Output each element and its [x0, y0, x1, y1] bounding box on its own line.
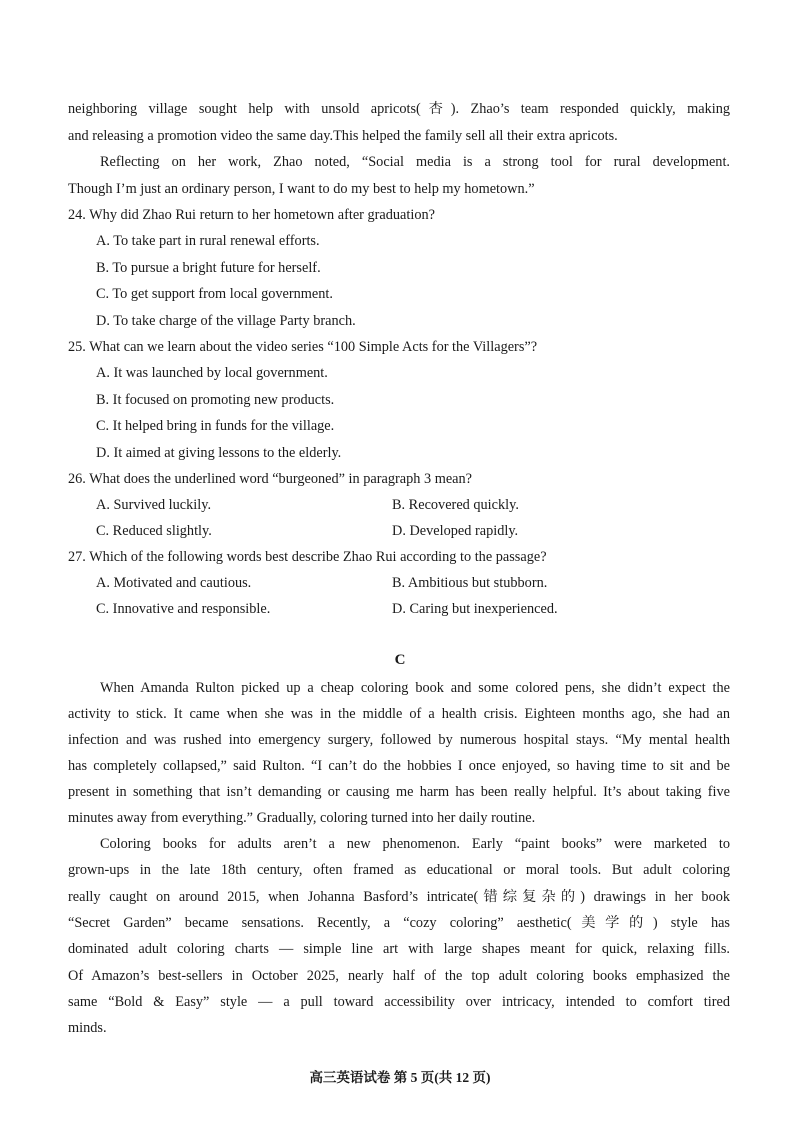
question-stem: 26. What does the underlined word “burgeoned” in paragraph 3 mean?	[68, 471, 473, 487]
passage-c-line: When Amanda Rulton picked up a cheap coloring book and some colored pens, she didn’t expect the	[100, 680, 730, 696]
question-stem: 24. Why did Zhao Rui return to her hometown after graduation?	[68, 207, 435, 223]
answer-option: C. It helped bring in funds for the village.	[96, 418, 335, 434]
passage-c-line: Of Amazon’s best-sellers in October 2025, nearly half of the top adult coloring books emphasized the	[68, 968, 730, 984]
question-stem: 25. What can we learn about the video series “100 Simple Acts for the Villagers”?	[68, 339, 538, 355]
passage-c-line: really caught on around 2015, when Johanna Basford’s intricate(错综复杂的) drawings in her book	[68, 889, 730, 905]
passage-b-line: and releasing a promotion video the same day.This helped the family sell all their extra apricots.	[68, 128, 618, 144]
passage-b-line: neighboring village sought help with unsold apricots(杏). Zhao’s team responded quickly, making	[68, 101, 730, 117]
passage-c-line: Coloring books for adults aren’t a new phenomenon. Early “paint books” were marketed to	[100, 836, 730, 852]
answer-option: D. Caring but inexperienced.	[392, 601, 558, 617]
page-footer: 高三英语试卷 第 5 页(共 12 页)	[309, 1070, 491, 1085]
passage-b-line: Though I’m just an ordinary person, I want to do my best to help my hometown.”	[68, 181, 535, 197]
passage-c-line: has completely collapsed,” said Rulton. “I can’t do the hobbies I once enjoyed, so having time to sit and be	[68, 758, 730, 774]
answer-option: D. It aimed at giving lessons to the elderly.	[96, 445, 342, 461]
question-stem: 27. Which of the following words best describe Zhao Rui according to the passage?	[68, 549, 547, 565]
passage-c-line: grown-ups in the late 18th century, often framed as educational or moral tools. But adult coloring	[68, 862, 730, 878]
passage-c-line: activity to stick. It came when she was in the middle of a health crisis. Eighteen months ago, she had an	[68, 706, 730, 722]
section-heading: C	[394, 652, 406, 668]
answer-option: A. It was launched by local government.	[96, 365, 328, 381]
passage-c-line: “Secret Garden” became sensations. Recently, a “cozy coloring” aesthetic(美学的) style has	[68, 915, 730, 931]
passage-c-line: minutes away from everything.” Gradually, coloring turned into her daily routine.	[68, 810, 536, 826]
answer-option: A. Survived luckily.	[96, 497, 212, 513]
answer-option: B. To pursue a bright future for herself.	[96, 260, 321, 276]
passage-c-line: minds.	[68, 1020, 107, 1036]
answer-option: D. To take charge of the village Party branch.	[96, 313, 356, 329]
answer-option: C. Innovative and responsible.	[96, 601, 271, 617]
passage-b-line: Reflecting on her work, Zhao noted, “Social media is a strong tool for rural development.	[100, 154, 730, 170]
answer-option: C. Reduced slightly.	[96, 523, 212, 539]
answer-option: B. It focused on promoting new products.	[96, 392, 335, 408]
answer-option: A. Motivated and cautious.	[96, 575, 252, 591]
answer-option: D. Developed rapidly.	[392, 523, 519, 539]
answer-option: B. Ambitious but stubborn.	[392, 575, 548, 591]
answer-option: B. Recovered quickly.	[392, 497, 519, 513]
passage-c-line: infection and was rushed into emergency surgery, followed by numerous hospital stays. “My mental health	[68, 732, 730, 748]
passage-c-line: dominated adult coloring charts — simple line art with large shapes meant for quick, relaxing fills.	[68, 941, 730, 957]
passage-c-line: present in something that isn’t demanding or causing me harm has been really helpful. It’s about taking five	[68, 784, 730, 800]
answer-option: A. To take part in rural renewal efforts.	[96, 233, 320, 249]
passage-c-line: same “Bold & Easy” style — a pull toward accessibility over intricacy, intended to comfort tired	[68, 994, 730, 1010]
answer-option: C. To get support from local government.	[96, 286, 333, 302]
